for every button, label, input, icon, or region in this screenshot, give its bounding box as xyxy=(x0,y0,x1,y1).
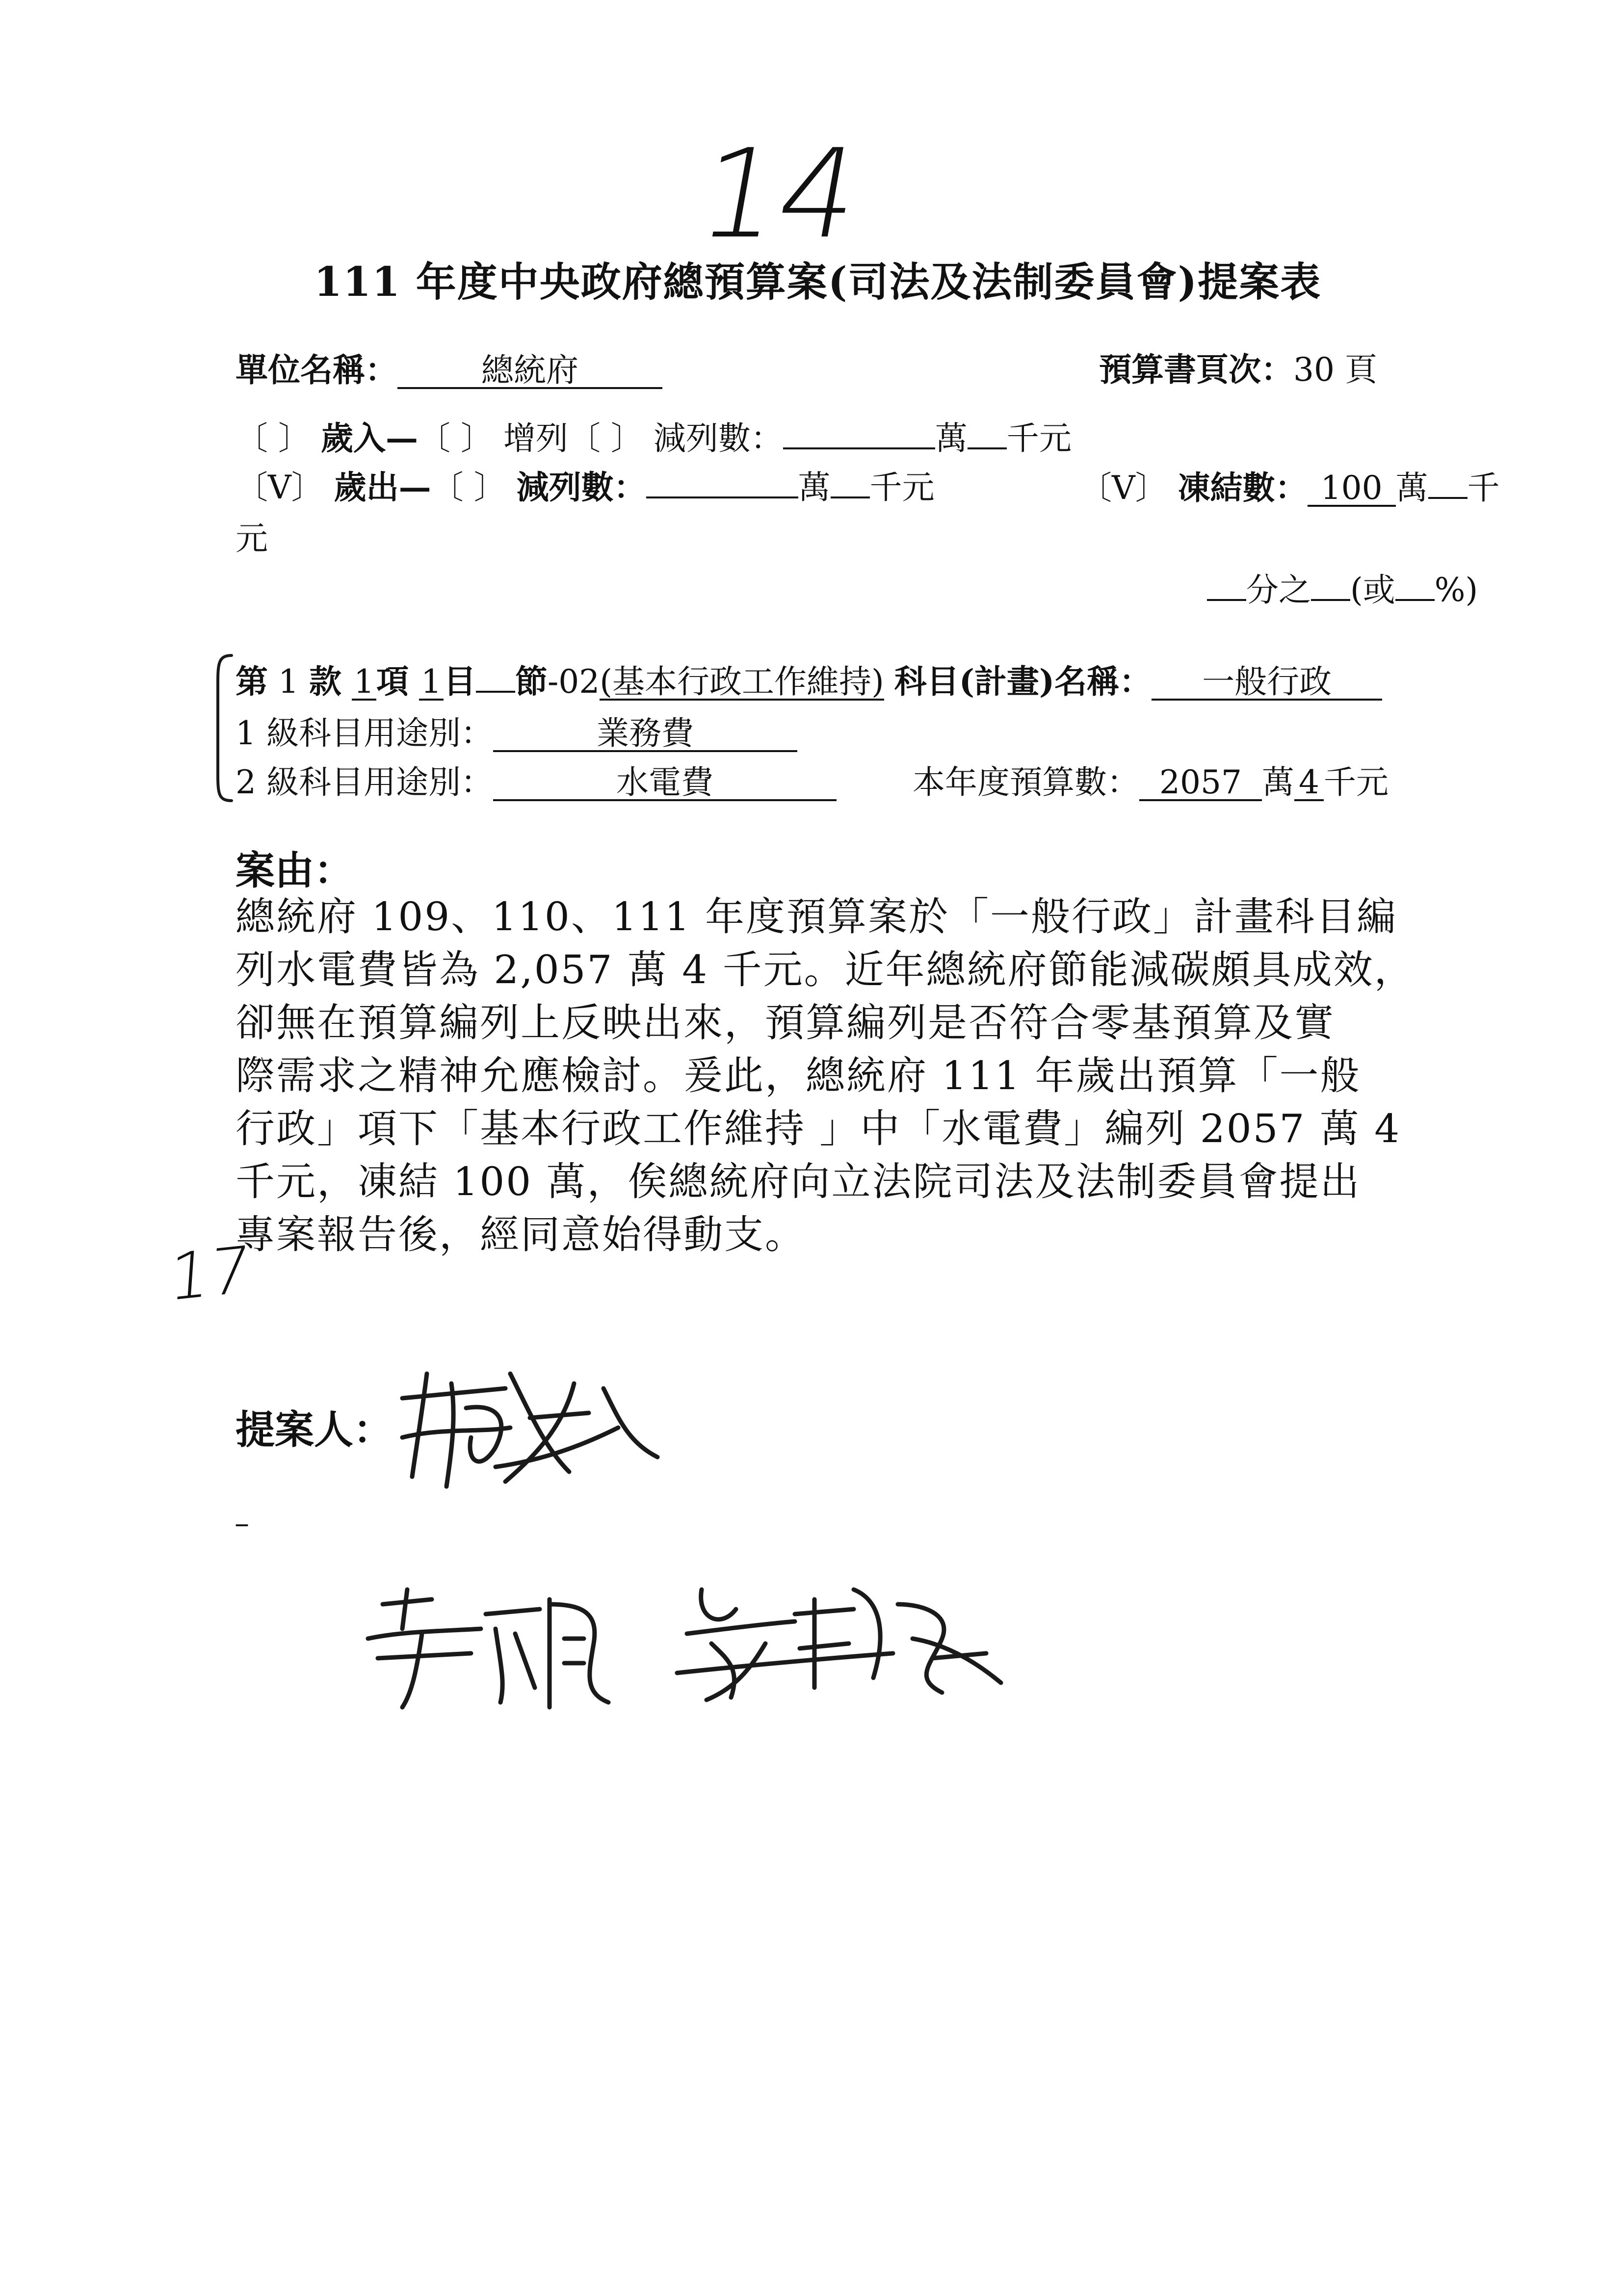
freeze-qian-blank xyxy=(1428,497,1467,499)
level2-label: 2 級科目用途別： xyxy=(236,763,493,801)
fraction-blank-3 xyxy=(1395,599,1435,601)
reason-line: 行政」項下「基本行政工作維持 」中「水電費」編列 2057 萬 4 xyxy=(236,1106,1401,1151)
fraction-row xyxy=(1207,571,1478,609)
annual-budget-qian-unit: 千元 xyxy=(1324,763,1388,801)
annual-budget-wan-unit: 萬 xyxy=(1262,763,1294,801)
reason-paragraph xyxy=(236,890,1415,1261)
jie-name: (基本行政工作維持) xyxy=(600,663,884,701)
unit-row xyxy=(236,353,662,389)
reason-line: 列水電費皆為 2,057 萬 4 千元。近年總統府節能減碳頗具成效， xyxy=(236,947,1415,992)
fraction-blank-2 xyxy=(1311,599,1350,601)
expenditure-wan-unit: 萬 xyxy=(798,469,831,506)
revenue-label: 歲入— xyxy=(320,419,418,457)
level1-value: 業務費 xyxy=(493,716,797,752)
xiang-unit: 項 xyxy=(376,662,409,701)
unit-value: 總統府 xyxy=(397,353,662,389)
xiang-value: 1 xyxy=(352,665,376,701)
freeze-value: 100 xyxy=(1308,471,1396,507)
jie-blank xyxy=(476,691,515,693)
handwritten-margin-number: 17 xyxy=(167,1231,253,1316)
signature-3 xyxy=(667,1570,1021,1707)
expenditure-decrease-checkbox: 〔 〕 xyxy=(431,469,506,506)
freeze-label: 凍結數： xyxy=(1178,469,1308,507)
freeze-checkbox: 〔V〕 xyxy=(1079,469,1168,507)
level1-row xyxy=(236,716,797,752)
level1-label: 1 級科目用途別： xyxy=(236,714,493,752)
fraction-percent-label: %) xyxy=(1434,571,1478,609)
subject-name-label: 科目(計畫)名稱： xyxy=(894,662,1152,701)
signature-1 xyxy=(383,1354,677,1501)
revenue-qian-blank xyxy=(968,447,1007,449)
kuan-unit: 款 xyxy=(309,662,341,701)
mu-unit: 目 xyxy=(443,662,476,701)
reason-line: 千元，凍結 100 萬，俟總統府向立法院司法及法制委員會提出 xyxy=(236,1159,1361,1204)
expenditure-row xyxy=(236,468,935,506)
reason-heading: 案由： xyxy=(236,847,353,893)
subject-name-value: 一般行政 xyxy=(1152,665,1382,701)
reason-line: 際需求之精神允應檢討。爰此，總統府 111 年歲出預算「一般 xyxy=(236,1053,1361,1098)
jie-code: -02 xyxy=(547,663,600,701)
budget-page-label: 預算書頁次： xyxy=(1099,350,1293,389)
annual-budget-qian: 4 xyxy=(1294,765,1324,801)
kuan-label: 第 xyxy=(236,662,268,701)
revenue-increase-checkbox: 〔 〕 xyxy=(418,419,493,457)
expenditure-checkbox: 〔V〕 xyxy=(236,469,324,506)
reason-line: 卻無在預算編列上反映出來，預算編列是否符合零基預算及實 xyxy=(236,1000,1335,1045)
revenue-checkbox: 〔 〕 xyxy=(236,419,311,457)
freeze-group xyxy=(1079,471,1500,507)
annual-budget-row xyxy=(913,765,1388,801)
kuan-value: 1 xyxy=(278,663,299,701)
freeze-wan-unit: 萬 xyxy=(1395,469,1428,507)
fraction-label: 分之 xyxy=(1246,571,1311,609)
revenue-qian-unit: 千元 xyxy=(1006,419,1072,457)
subject-bracket xyxy=(212,652,236,805)
subject-row xyxy=(236,662,1382,701)
proposer-dash: – xyxy=(235,1506,249,1540)
expenditure-wrap: 元 xyxy=(236,520,268,557)
annual-budget-wan: 2057 xyxy=(1139,765,1262,801)
mu-value: 1 xyxy=(419,665,444,701)
level2-value: 水電費 xyxy=(493,765,837,801)
expenditure-wan-blank xyxy=(646,496,798,498)
unit-label: 單位名稱： xyxy=(236,351,397,389)
expenditure-decrease-label: 減列數： xyxy=(516,468,646,506)
expenditure-label: 歲出— xyxy=(334,468,431,506)
fraction-or-label: (或 xyxy=(1350,571,1395,609)
revenue-wan-unit: 萬 xyxy=(935,419,968,457)
expenditure-qian-unit: 千元 xyxy=(869,469,935,506)
revenue-wan-blank xyxy=(783,447,935,449)
revenue-row xyxy=(236,419,1072,457)
expenditure-qian-blank xyxy=(831,496,870,498)
revenue-increase-label: 增列 xyxy=(503,419,568,457)
page-title: 111 年度中央政府總預算案(司法及法制委員會)提案表 xyxy=(314,259,1322,306)
annual-budget-label: 本年度預算數： xyxy=(913,763,1139,801)
revenue-decrease-checkbox: 〔 〕 xyxy=(568,419,643,457)
budget-page-value: 30 頁 xyxy=(1293,351,1377,389)
reason-line: 專案報告後，經同意始得動支。 xyxy=(236,1212,806,1257)
revenue-decrease-label: 減列數： xyxy=(653,419,783,457)
fraction-blank-1 xyxy=(1207,599,1246,601)
freeze-qian-unit: 千 xyxy=(1467,469,1500,507)
reason-line: 總統府 109、110、111 年度預算案於「一般行政」計畫科目編 xyxy=(236,894,1397,939)
jie-unit: 節 xyxy=(515,662,548,701)
handwritten-number: 14 xyxy=(689,123,870,265)
signature-2 xyxy=(353,1585,628,1712)
budget-page-row xyxy=(1099,350,1377,389)
proposer-label: 提案人： xyxy=(236,1407,393,1453)
level2-row xyxy=(236,765,837,801)
